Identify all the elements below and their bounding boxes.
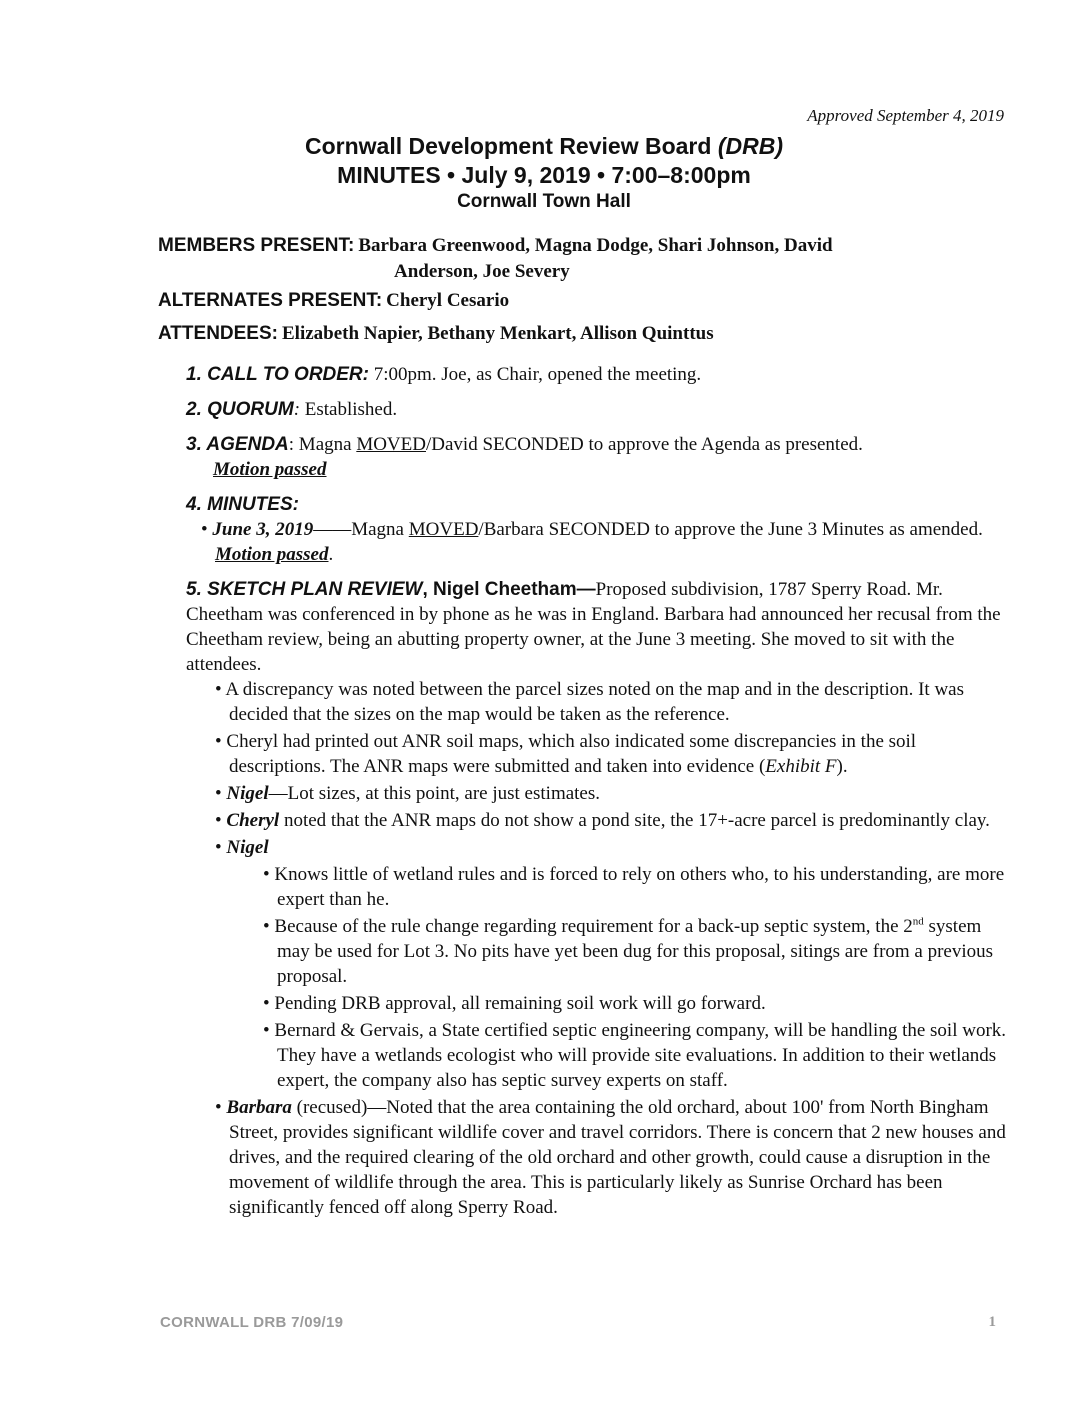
document-subtitle: MINUTES • July 9, 2019 • 7:00–8:00pm <box>337 162 751 188</box>
bullet-cheryl-pond: • Cheryl noted that the ANR maps do not show a pond site, the 17+-acre parcel is predominantly clay. <box>215 810 990 831</box>
agenda-heading: 3. AGENDA <box>186 434 289 455</box>
sub-bullet-septic-sup: nd <box>912 915 924 928</box>
minutes-heading: 4. MINUTES: <box>186 494 299 515</box>
bullet-cheryl-text: noted that the ANR maps do not show a pond site, the 17+-acre parcel is predominantly clay. <box>279 810 990 831</box>
meeting-location: Cornwall Town Hall <box>457 191 631 212</box>
attendees-label: ATTENDEES <box>158 323 272 344</box>
minutes-moved: MOVED <box>408 519 479 540</box>
sub-bullet-bernard-text: Bernard & Gervais, a State certified septic engineering company, will be handling the soil work. They have a wetlands ecologist who will provide site evaluations. In addition to their wetlands expert, the company also has septic survey experts on staff. <box>274 1020 1007 1091</box>
bullet-barbara-text: (recused)—Noted that the area containing the old orchard, about 100' from North Bingham Street, provides significant wildlife cover and travel corridors. There is concern that 2 new houses and drives, and the required clearing of the old orchard and other growth, could cause a disruption in the movement of wildlife through the area. This is particularly likely as Sunrise Orchard has been significantly fenced off along Sperry Road. <box>229 1097 1006 1218</box>
call-to-order-heading: 1. CALL TO ORDER: <box>186 364 369 385</box>
bullet-nigel-name: Nigel <box>226 783 269 804</box>
sub-bullet-septic-text-a: Because of the rule change regarding requirement for a back-up septic system, the 2 <box>274 916 913 937</box>
members-present <box>158 233 958 284</box>
approval-note: Approved September 4, 2019 <box>807 106 1004 125</box>
bullet-nigel-group: • Nigel <box>215 837 269 858</box>
agenda-text-1: : Magna <box>288 434 357 455</box>
sketch-plan-applicant: , Nigel Cheetham— <box>422 579 596 600</box>
minutes-text-1: ——Magna <box>313 519 409 540</box>
sketch-plan-bullets <box>186 677 1016 1220</box>
alternates-present <box>158 290 509 312</box>
sub-bullet-pending-approval: • Pending DRB approval, all remaining soil work will go forward. <box>263 993 766 1014</box>
title-main: Cornwall Development Review Board <box>305 133 712 159</box>
quorum-text: Established. <box>300 399 398 420</box>
alternates-label: ALTERNATES PRESENT <box>158 290 376 311</box>
item-sketch-plan <box>186 577 1016 1220</box>
quorum-colon: : <box>293 399 301 420</box>
members-line1: Barbara Greenwood, Magna Dodge, Shari Johnson, David <box>358 235 833 256</box>
members-label: MEMBERS PRESENT <box>158 235 349 256</box>
bullet-anr-text-a: Cheryl had printed out ANR soil maps, which also indicated some discrepancies in the soil descriptions. The ANR maps were submitted and taken into evidence ( <box>226 731 917 777</box>
sub-bullet-wetland-text: Knows little of wetland rules and is forced to rely on others who, to his understanding, are more expert than he. <box>274 864 1005 910</box>
bullet-nigel-text: —Lot sizes, at this point, are just estimates. <box>268 783 601 804</box>
title-abbr: (DRB) <box>717 133 783 159</box>
item-quorum <box>186 397 1016 422</box>
item-minutes <box>186 492 1016 567</box>
alternates-names: Cheryl Cesario <box>386 290 510 311</box>
document-title <box>0 133 1088 160</box>
item-agenda <box>186 432 1016 482</box>
sketch-plan-heading: 5. SKETCH PLAN REVIEW <box>186 579 423 600</box>
bullet-anr-maps: • Cheryl had printed out ANR soil maps, which also indicated some discrepancies in the soil descriptions. The ANR maps were submitted and taken into evidence (Exhibit F). <box>215 731 917 777</box>
sketch-plan-intro <box>186 577 1016 677</box>
minutes-bullet: • June 3, 2019——Magna MOVED/Barbara SECONDED to approve the June 3 Minutes as amended. Motion passed. <box>201 519 983 565</box>
alternates-colon: : <box>375 290 383 311</box>
item-call-to-order <box>186 362 1016 387</box>
bullet-nigel-group-name: Nigel <box>226 837 269 858</box>
footer-page-number: 1 <box>988 1314 996 1330</box>
bullet-barbara-recused: • Barbara (recused)—Noted that the area containing the old orchard, about 100' from North Bingham Street, provides significant wildlife cover and travel corridors. There is concern that 2 new houses and drives, and the required clearing of the old orchard and other growth, could cause a disruption in the movement of wildlife through the area. This is particularly likely as Sunrise Orchard has been significantly fenced off along Sperry Road. <box>215 1097 1006 1218</box>
agenda-items <box>186 362 1016 1230</box>
agenda-text-2: /David SECONDED to approve the Agenda as presented. <box>425 434 863 455</box>
footer-document-id: CORNWALL DRB 7/09/19 <box>160 1314 344 1331</box>
minutes-motion-passed: Motion passed <box>215 544 329 565</box>
sub-bullet-septic-rule: • Because of the rule change regarding requirement for a back-up septic system, the 2nd system may be used for Lot 3. No pits have yet been dug for this proposal, sitings are from a previous proposal. <box>263 915 994 987</box>
attendees-colon: : <box>271 323 278 344</box>
sub-bullet-septic-text-b: system may be used for Lot 3. No pits have yet been dug for this proposal, sitings are from a previous proposal. <box>277 916 994 987</box>
members-line2: Anderson, Joe Severy <box>394 261 570 282</box>
bullet-anr-exhibit: Exhibit F <box>765 756 837 777</box>
bullet-anr-text-b: ). <box>836 756 848 777</box>
agenda-motion-passed: Motion passed <box>213 459 327 480</box>
minutes-text-2: /Barbara SECONDED to approve the June 3 Minutes as amended. <box>478 519 983 540</box>
bullet-barbara-name: Barbara <box>226 1097 292 1118</box>
minutes-period: . <box>328 544 334 565</box>
quorum-heading: 2. QUORUM <box>186 399 294 420</box>
call-to-order-text: 7:00pm. Joe, as Chair, opened the meeting. <box>373 364 702 385</box>
sub-bullet-wetland-rules: • Knows little of wetland rules and is forced to rely on others who, to his understanding, are more expert than he. <box>263 864 1005 910</box>
sub-bullet-bernard-gervais: • Bernard & Gervais, a State certified septic engineering company, will be handling the soil work. They have a wetlands ecologist who will provide site evaluations. In addition to their wetlands expert, the company also has septic survey experts on staff. <box>263 1020 1007 1091</box>
bullet-nigel-lot-sizes: • Nigel—Lot sizes, at this point, are just estimates. <box>215 783 601 804</box>
bullet-cheryl-name: Cheryl <box>226 810 280 831</box>
agenda-moved: MOVED <box>356 434 426 455</box>
members-colon: : <box>348 235 355 256</box>
bullet-discrepancy-text: A discrepancy was noted between the parcel sizes noted on the map and in the description. It was decided that the sizes on the map would be taken as the reference. <box>225 679 965 725</box>
minutes-date: June 3, 2019 <box>212 519 314 540</box>
sub-bullet-pending-text: Pending DRB approval, all remaining soil work will go forward. <box>274 993 766 1014</box>
attendees <box>158 323 714 345</box>
bullet-discrepancy: • A discrepancy was noted between the parcel sizes noted on the map and in the description. It was decided that the sizes on the map would be taken as the reference. <box>215 679 965 725</box>
attendees-names: Elizabeth Napier, Bethany Menkart, Allison Quinttus <box>282 323 714 344</box>
sketch-plan-intro-text: Proposed subdivision, 1787 Sperry Road. Mr. Cheetham was conferenced in by phone as he was in England. Barbara had announced her recusal from the Cheetham review, being an abutting property owner, at the June 3 meeting. She moved to sit with the attendees. <box>186 579 1001 675</box>
